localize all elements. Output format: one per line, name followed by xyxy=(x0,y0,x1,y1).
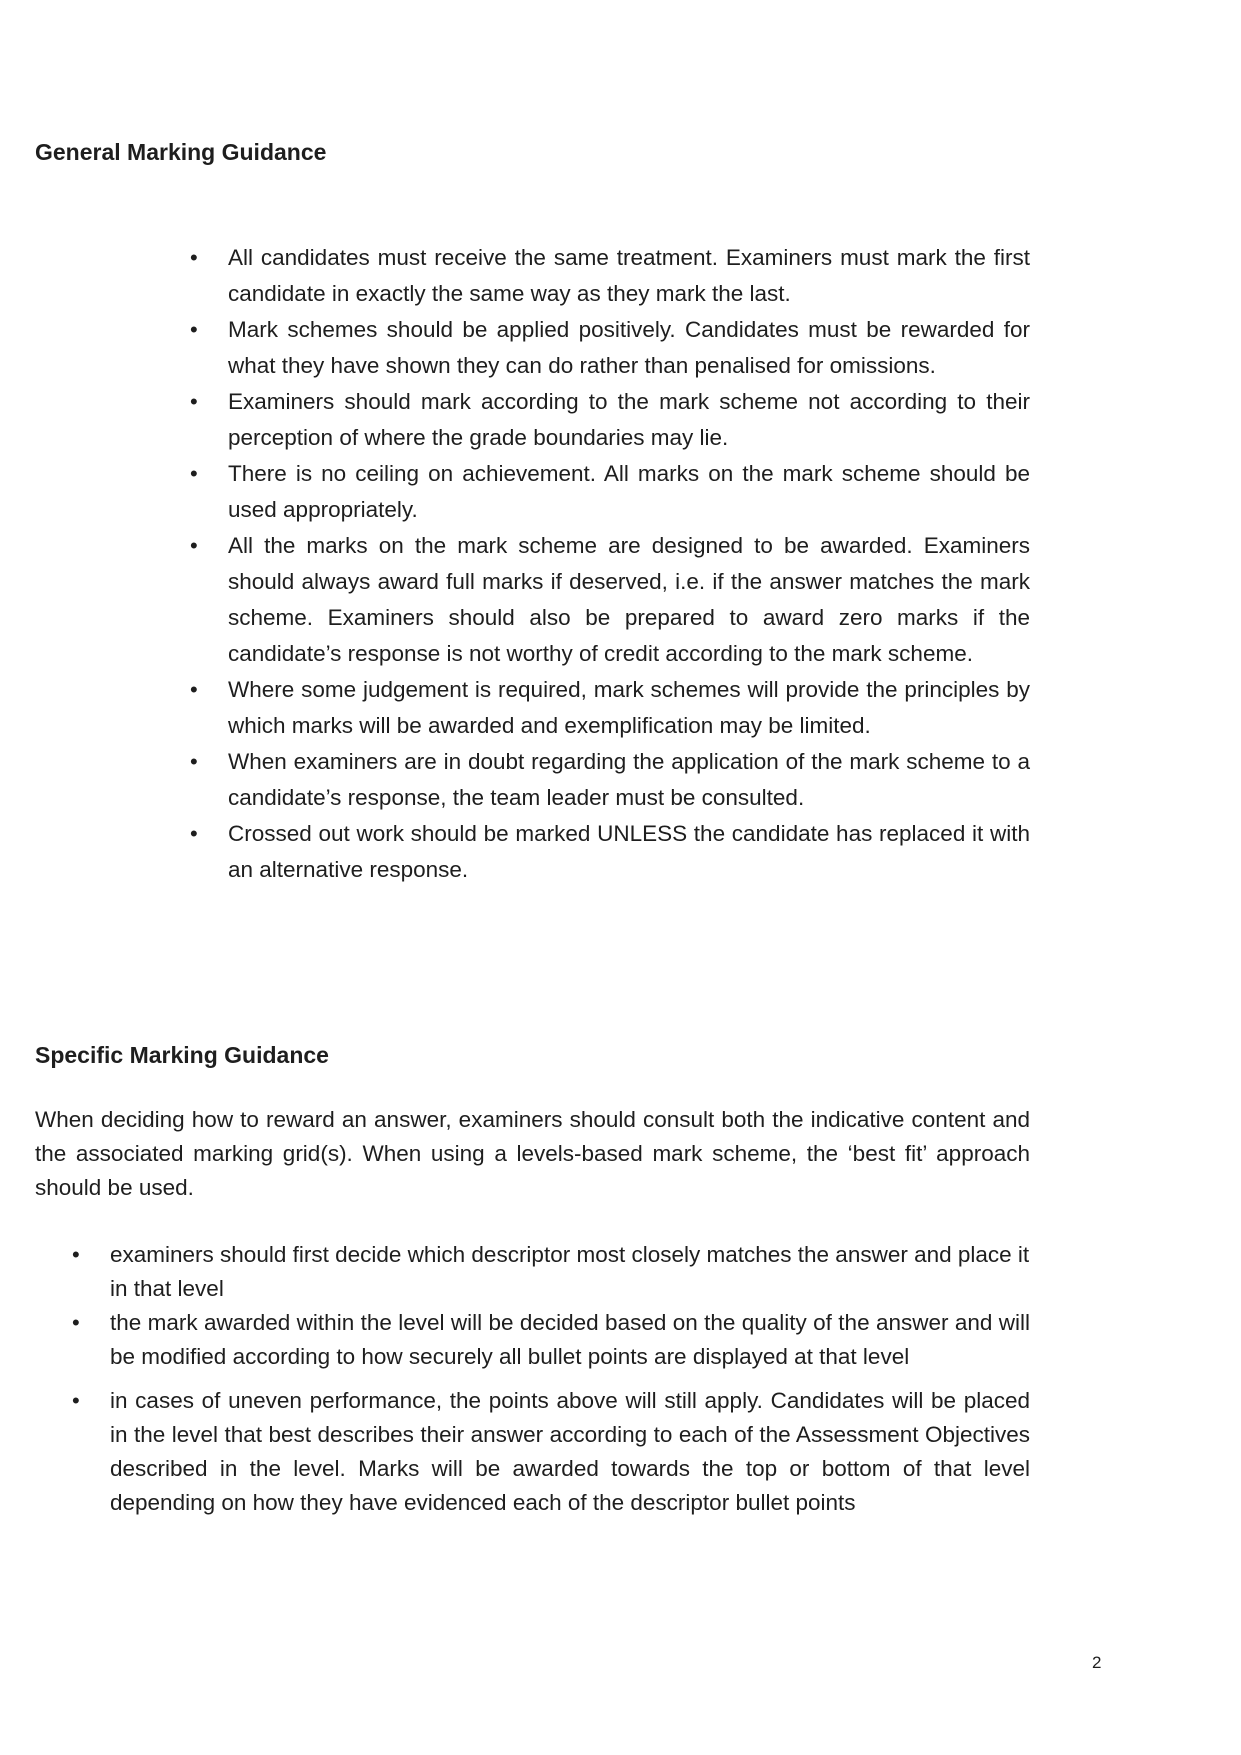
list-item xyxy=(190,240,1030,312)
general-guidance-list xyxy=(190,240,1030,888)
bullet-icon: • xyxy=(190,533,198,558)
page-number: 2 xyxy=(1092,1653,1102,1672)
list-item xyxy=(72,1384,1030,1520)
list-item-text: There is no ceiling on achievement. All marks on the mark scheme should be used appropriately. xyxy=(228,461,1030,522)
specific-intro-paragraph: When deciding how to reward an answer, examiners should consult both the indicative content and the associated marking grid(s). When using a levels-based mark scheme, the ‘best fit’ approach should be used. xyxy=(35,1107,1030,1200)
list-item-text: the mark awarded within the level will be decided based on the quality of the answer and will be modified according to how securely all bullet points are displayed at that level xyxy=(110,1310,1030,1369)
list-item xyxy=(190,744,1030,816)
bullet-icon: • xyxy=(190,677,198,702)
bullet-icon: • xyxy=(190,461,198,486)
list-item-text: All the marks on the mark scheme are designed to be awarded. Examiners should always award full marks if deserved, i.e. if the answer matches the mark scheme. Examiners should also be prepared to award zero marks if the candidate’s response is not worthy of credit according to the mark scheme. xyxy=(228,533,1030,666)
specific-marking-heading: Specific Marking Guidance xyxy=(35,1042,329,1068)
list-item xyxy=(190,384,1030,456)
bullet-icon: • xyxy=(190,389,198,414)
bullet-icon: • xyxy=(190,821,198,846)
bullet-icon: • xyxy=(72,1310,80,1335)
bullet-icon: • xyxy=(72,1242,80,1267)
list-item xyxy=(190,672,1030,744)
list-item-text: When examiners are in doubt regarding the application of the mark scheme to a candidate’s response, the team leader must be consulted. xyxy=(228,749,1030,810)
list-item-text: examiners should first decide which descriptor most closely matches the answer and place it in that level xyxy=(110,1242,1030,1301)
list-item-text: Mark schemes should be applied positively. Candidates must be rewarded for what they have shown they can do rather than penalised for omissions. xyxy=(228,317,1030,378)
list-item xyxy=(190,528,1030,672)
list-item xyxy=(190,456,1030,528)
bullet-icon: • xyxy=(190,317,198,342)
general-marking-heading: General Marking Guidance xyxy=(35,139,327,165)
list-item xyxy=(190,312,1030,384)
list-item xyxy=(190,816,1030,888)
bullet-icon: • xyxy=(72,1388,80,1413)
list-item-text: Where some judgement is required, mark schemes will provide the principles by which marks will be awarded and exemplification may be limited. xyxy=(228,677,1030,738)
list-item xyxy=(72,1238,1030,1306)
list-item-text: in cases of uneven performance, the points above will still apply. Candidates will be placed in the level that best describes their answer according to each of the Assessment Objectives described in the level. Marks will be awarded towards the top or bottom of that level depending on how they have evidenced each of the descriptor bullet points xyxy=(110,1388,1030,1515)
list-item-text: Examiners should mark according to the mark scheme not according to their perception of where the grade boundaries may lie. xyxy=(228,389,1030,450)
list-item-text: All candidates must receive the same treatment. Examiners must mark the first candidate in exactly the same way as they mark the last. xyxy=(228,245,1030,306)
bullet-icon: • xyxy=(190,749,198,774)
bullet-icon: • xyxy=(190,245,198,270)
specific-guidance-list xyxy=(72,1238,1030,1520)
list-item xyxy=(72,1306,1030,1374)
list-item-text: Crossed out work should be marked UNLESS the candidate has replaced it with an alternative response. xyxy=(228,821,1030,882)
